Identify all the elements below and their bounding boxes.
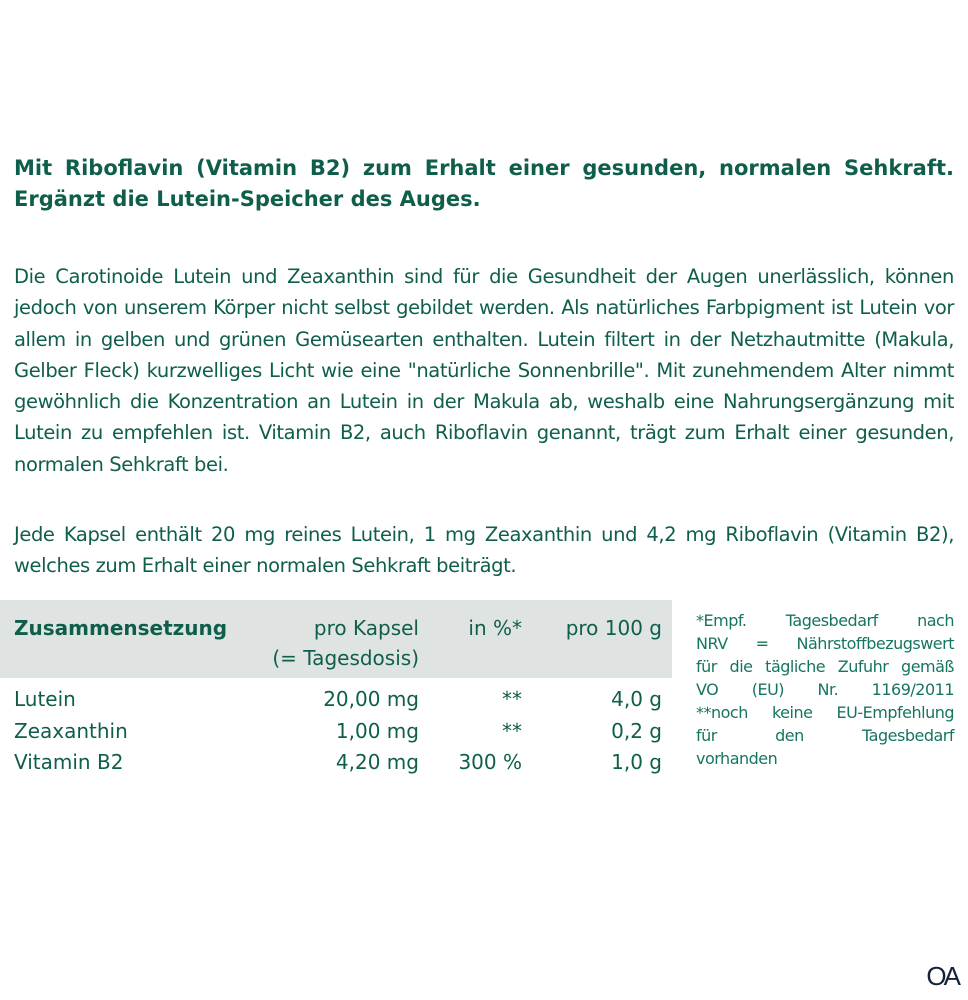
- cell-per-capsule: 4,20 mg: [335, 750, 419, 774]
- footnote-line: für den Tagesbedarf: [696, 726, 954, 745]
- header-per-100g: pro 100 g: [565, 616, 662, 640]
- footnote-line: **noch keine EU-Empfehlung: [696, 703, 954, 722]
- cell-name: Zeaxanthin: [14, 718, 128, 743]
- table-row: [0, 684, 672, 716]
- table-header: [0, 600, 672, 678]
- footnote-line: NRV = Nährstoffbezugswert: [696, 634, 954, 653]
- table-row: [0, 716, 672, 748]
- footnote-line: für die tägliche Zufuhr gemäß: [696, 657, 954, 676]
- table-body: [0, 678, 672, 779]
- cell-per-100g: 0,2 g: [611, 718, 662, 743]
- headline: Mit Riboflavin (Vitamin B2) zum Erhalt einer gesunden, normalen Sehkraft. Ergänzt die Lutein-Speicher des Auges.: [14, 156, 954, 211]
- footnote-line: vorhanden: [696, 749, 778, 768]
- composition-table: [0, 600, 672, 779]
- cell-per-capsule: 20,00 mg: [323, 687, 419, 711]
- table-row: [0, 747, 672, 779]
- footnote-line: *Empf. Tagesbedarf nach: [696, 611, 954, 630]
- footnote: [696, 609, 954, 770]
- header-composition: Zusammensetzung: [14, 616, 228, 640]
- cell-percent: **: [502, 687, 522, 711]
- header-per-capsule-note: (= Tagesdosis): [272, 646, 419, 670]
- cell-name: Vitamin B2: [14, 750, 124, 774]
- cell-percent: **: [502, 718, 522, 743]
- cell-per-capsule: 1,00 mg: [335, 718, 419, 743]
- footnote-line: VO (EU) Nr. 1169/2011: [696, 680, 954, 699]
- header-per-capsule: pro Kapsel: [313, 616, 419, 640]
- description-paragraph: Die Carotinoide Lutein und Zeaxanthin sind für die Gesundheit der Augen unerlässlich, können jedoch von unserem Körper nicht selbst gebildet werden. Als natürliches Farbpigment ist Lutein vor allem in gelben und grünen Gemüsearten enthalten. Lutein filtert in der Netzhautmitte (Makula, Gelber Fleck) kurzwelliges Licht wie eine "natürliche Sonnenbrille". Mit zunehmendem Alter nimmt gewöhnlich die Konzentration an Lutein in der Makula ab, weshalb eine Nahrungsergänzung mit Lutein zu empfehlen ist. Vitamin B2, auch Riboflavin genannt, trägt zum Erhalt einer gesunden, normalen Sehkraft bei.: [14, 265, 954, 476]
- cell-per-100g: 1,0 g: [611, 750, 662, 774]
- cell-percent: 300 %: [458, 750, 522, 774]
- capsule-content-paragraph: Jede Kapsel enthält 20 mg reines Lutein, 1 mg Zeaxanthin und 4,2 mg Riboflavin (Vitamin B2), welches zum Erhalt einer normalen Sehkraft beiträgt.: [14, 523, 954, 578]
- header-percent: in %*: [468, 616, 522, 640]
- oa-logo: OA: [926, 961, 958, 991]
- cell-per-100g: 4,0 g: [611, 687, 662, 711]
- cell-name: Lutein: [14, 687, 76, 711]
